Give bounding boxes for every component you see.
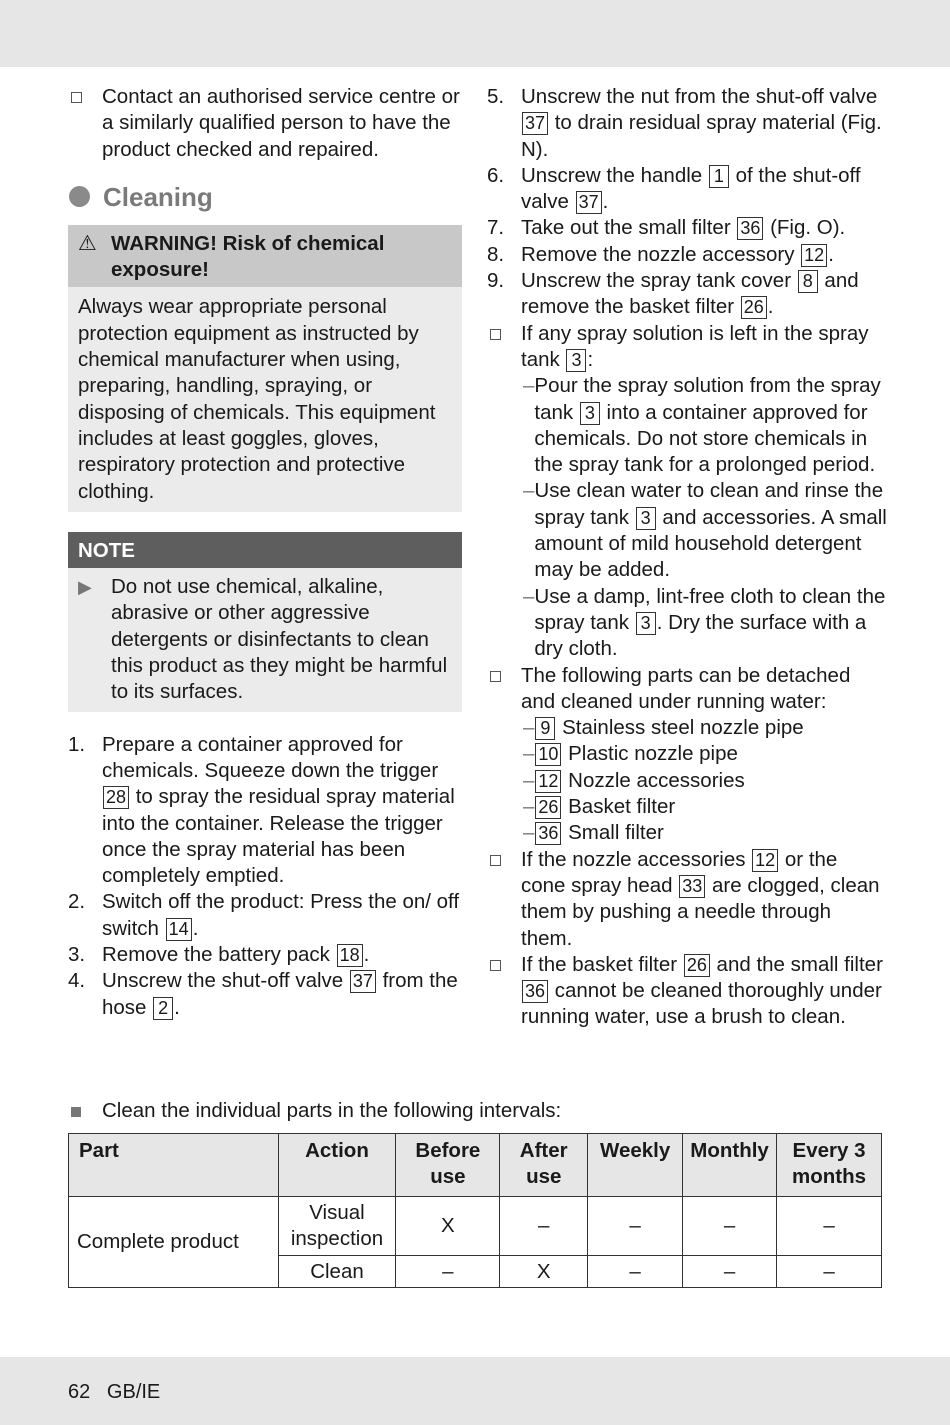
table-header: Every 3 months (777, 1134, 882, 1197)
warning-box (68, 225, 462, 512)
dash-icon: – (523, 374, 535, 398)
basket-item: If the basket filter 26 and the small filter 36 cannot be cleaned thoroughly under running water, use a brush to clean. (487, 952, 887, 1031)
page-number: 62 GB/IE (68, 1381, 161, 1403)
sub-item-1: – Pour the spray solution from the spray tank 3 into a container approved for chemicals. Do not store chemicals in the spray tank for a prolonged period. (487, 373, 887, 478)
square-bullet-icon (68, 1098, 102, 1124)
part-ref: 36 (522, 980, 548, 1003)
table-cell: – (500, 1197, 588, 1256)
part-ref: 26 (741, 296, 767, 319)
table-cell-part: Complete product (69, 1197, 279, 1288)
part-ref: 3 (566, 349, 586, 372)
table-cell: – (588, 1197, 683, 1256)
table-cell: – (777, 1197, 882, 1256)
table-cell: – (683, 1197, 777, 1256)
note-title: NOTE (68, 532, 462, 568)
checkbox-icon (487, 952, 521, 1031)
part-item: – 10 Plastic nozzle pipe (487, 741, 887, 767)
part-item: – 9 Stainless steel nozzle pipe (487, 715, 887, 741)
part-ref: 14 (166, 918, 192, 941)
note-body (68, 568, 462, 711)
checkbox-icon (487, 321, 521, 374)
part-ref: 10 (535, 743, 561, 766)
part-ref: 26 (684, 954, 710, 977)
dash-icon: – (523, 795, 535, 819)
step-9: 9. Unscrew the spray tank cover 8 and remove the basket filter 26 . (487, 269, 859, 319)
checkbox-icon (68, 84, 102, 163)
table-cell: – (683, 1256, 777, 1288)
table-cell: – (588, 1256, 683, 1288)
checkbox-icon (487, 663, 521, 716)
table-row (69, 1197, 882, 1256)
part-ref: 36 (737, 217, 763, 240)
part-ref: 12 (752, 849, 778, 872)
part-ref: 3 (636, 612, 656, 635)
part-ref: 37 (522, 112, 548, 135)
step-1: 1. Prepare a container approved for chemicals. Squeeze down the trigger 28 to spray the residual spray material into the container. Release the trigger once the spray material has been completely emptied. (68, 732, 455, 888)
table-header: Monthly (683, 1134, 777, 1197)
warning-title: WARNING! Risk of chemical exposure! (111, 231, 385, 282)
part-item: – 36 Small filter (487, 820, 887, 846)
step-6: 6. Unscrew the handle 1 of the shut-off valve 37 . (487, 163, 861, 214)
cleaning-intervals-table (68, 1133, 882, 1288)
bullet-dot-icon (69, 186, 90, 207)
section-heading (68, 181, 462, 213)
sub-item-2: – Use clean water to clean and rinse the spray tank 3 and accessories. A small amount of mild household detergent may be added. (487, 478, 887, 583)
part-ref: 2 (153, 997, 173, 1020)
step-2: 2. Switch off the product: Press the on/ off switch 14 . (68, 890, 460, 940)
step-4: 4. Unscrew the shut-off valve 37 from the hose 2 . (68, 969, 458, 1019)
right-column (487, 84, 887, 1031)
part-ref: 36 (535, 822, 561, 845)
part-ref: 8 (798, 270, 818, 293)
warning-triangle-icon: ⚠ (78, 231, 97, 255)
dash-icon: – (523, 479, 535, 503)
left-in-tank-item: If any spray solution is left in the spray tank 3 : (487, 321, 887, 374)
part-item: – 12 Nozzle accessories (487, 768, 887, 794)
header-band (0, 0, 950, 67)
intervals-item (68, 1098, 561, 1124)
part-ref: 12 (801, 244, 827, 267)
table-cell: X (396, 1197, 500, 1256)
clogged-item: If the nozzle accessories 12 or the cone spray head 33 are clogged, clean them by pushing a needle through them. (487, 847, 887, 952)
arrow-right-icon: ▶ (78, 577, 92, 598)
detach-item (487, 663, 887, 716)
table-header: Part (69, 1134, 279, 1197)
table-header: After use (500, 1134, 588, 1197)
note-box (68, 532, 462, 712)
part-ref: 1 (709, 165, 729, 188)
dash-icon: – (523, 742, 535, 766)
part-ref: 37 (576, 191, 602, 214)
part-ref: 18 (337, 944, 363, 967)
warning-body: Always wear appropriate personal protection equipment as instructed by chemical manufacturer when using, preparing, handling, spraying, or disposing of chemicals. This equipment includes at least goggles, gloves, respiratory protection and protective clothing. (78, 295, 436, 503)
contact-text: Contact an authorised service centre or a similarly qualified person to have the product checked and repaired. (102, 85, 460, 161)
table-cell: Visual inspection (278, 1197, 396, 1256)
part-ref: 3 (580, 402, 600, 425)
dash-icon: – (523, 768, 535, 792)
table-cell: – (777, 1256, 882, 1288)
part-ref: 12 (535, 770, 561, 793)
part-ref: 26 (535, 796, 561, 819)
table-cell: – (396, 1256, 500, 1288)
part-item: – 26 Basket filter (487, 794, 887, 820)
left-column (68, 84, 462, 1021)
step-3: 3. Remove the battery pack 18 . (68, 943, 370, 967)
warning-header (68, 225, 462, 288)
checkbox-icon (487, 847, 521, 952)
part-ref: 3 (636, 507, 656, 530)
step-7: 7. Take out the small filter 36 (Fig. O). (487, 216, 846, 240)
contact-item (68, 84, 462, 163)
table-header: Action (278, 1134, 396, 1197)
step-8: 8. Remove the nozzle accessory 12 . (487, 242, 834, 266)
table-header-row (69, 1134, 882, 1197)
note-text: Do not use chemical, alkaline, abrasive or other aggressive detergents or disinfectants to clean this product as they might be harmful to its surfaces. (111, 575, 448, 704)
part-ref: 9 (535, 717, 555, 740)
part-ref: 28 (103, 786, 129, 809)
table-cell: Clean (278, 1256, 396, 1288)
step-5: 5. Unscrew the nut from the shut-off valve 37 to drain residual spray material (Fig. N). (487, 85, 882, 161)
dash-icon: – (523, 821, 535, 845)
table-header: Before use (396, 1134, 500, 1197)
part-ref: 37 (350, 970, 376, 993)
sub-item-3: – Use a damp, lint-free cloth to clean the spray tank 3 . Dry the surface with a dry cloth. (487, 584, 887, 663)
dash-icon: – (523, 584, 535, 608)
dash-icon: – (523, 716, 535, 740)
part-ref: 33 (679, 875, 705, 898)
detach-text: The following parts can be detached and cleaned under running water: (521, 663, 851, 713)
intervals-text: Clean the individual parts in the following intervals: (102, 1099, 562, 1122)
table-cell: X (500, 1256, 588, 1288)
steps-list-left (68, 732, 462, 1021)
cleaning-heading: Cleaning (103, 181, 213, 212)
table-header: Weekly (588, 1134, 683, 1197)
